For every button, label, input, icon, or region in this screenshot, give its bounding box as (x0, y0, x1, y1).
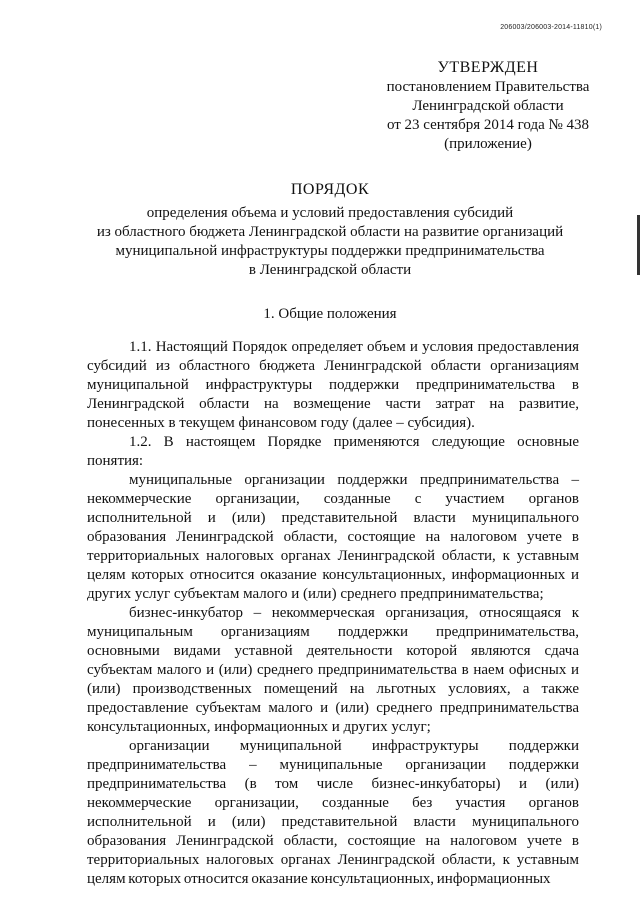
title-heading: ПОРЯДОК (290, 181, 370, 198)
approval-line: Ленинградской области (412, 98, 564, 114)
paragraph: бизнес-инкубатор – некоммерческая организация, относящаяся к муниципальным организациям поддержки предпринимательства, основными видами уставной деятельности которой являются сдача субъектам малого и (или) среднего предпринимательства в наем офисных и (или) производственных помещений на льготных условиях, а также предоставление субъектам малого и (или) среднего предпринимательства консультационных, информационных и других услуг; (87, 605, 579, 735)
approval-line: (приложение) (444, 136, 532, 152)
document-title (80, 180, 580, 280)
section-title: 1. Общие положения (263, 306, 397, 322)
approval-block (378, 58, 598, 154)
title-line: муниципальной инфраструктуры поддержки предпринимательства (115, 243, 545, 259)
title-line: из областного бюджета Ленинградской области на развитие организаций (96, 224, 564, 240)
paragraph: 1.2. В настоящем Порядке применяются следующие основные понятия: (87, 434, 579, 469)
title-line: в Ленинградской области (248, 262, 412, 278)
paragraph: организации муниципальной инфраструктуры поддержки предпринимательства – муниципальные организации поддержки предпринимательства (в том числе бизнес-инкубаторы) и (или) некоммерческие организации, созданные без участия органов исполнительной и (или) представительной власти муниципального образования Ленинградской области, состоящие на налоговом учете в территориальных налоговых органах Ленинградской области, к уставным целям которых относится оказание консультационных, информационных (87, 738, 579, 887)
approval-line: постановлением Правительства (386, 79, 590, 95)
title-line: определения объема и условий предоставления субсидий (146, 205, 514, 221)
document-id: 206003/206003-2014-11810(1) (500, 24, 602, 31)
paragraph: муниципальные организации поддержки предпринимательства – некоммерческие организации, созданные с участием органов исполнительной и (или) представительной власти муниципального образования Ленинградской области, состоящие на налоговом учете в территориальных налоговых органах Ленинградской области, к уставным целям которых относится оказание консультационных, информационных и других услуг субъектам малого и (или) среднего предпринимательства; (87, 472, 579, 602)
document-body (87, 338, 579, 889)
paragraph: 1.1. Настоящий Порядок определяет объем и условия предоставления субсидий из областного бюджета Ленинградской области организациям муниципальной инфраструктуры поддержки предпринимательства в Ленинградской области на возмещение части затрат на развитие, понесенных в текущем финансовом году (далее – субсидия). (87, 339, 579, 431)
approval-heading: УТВЕРЖДЕН (437, 59, 539, 76)
approval-line: от 23 сентября 2014 года № 438 (386, 117, 590, 133)
